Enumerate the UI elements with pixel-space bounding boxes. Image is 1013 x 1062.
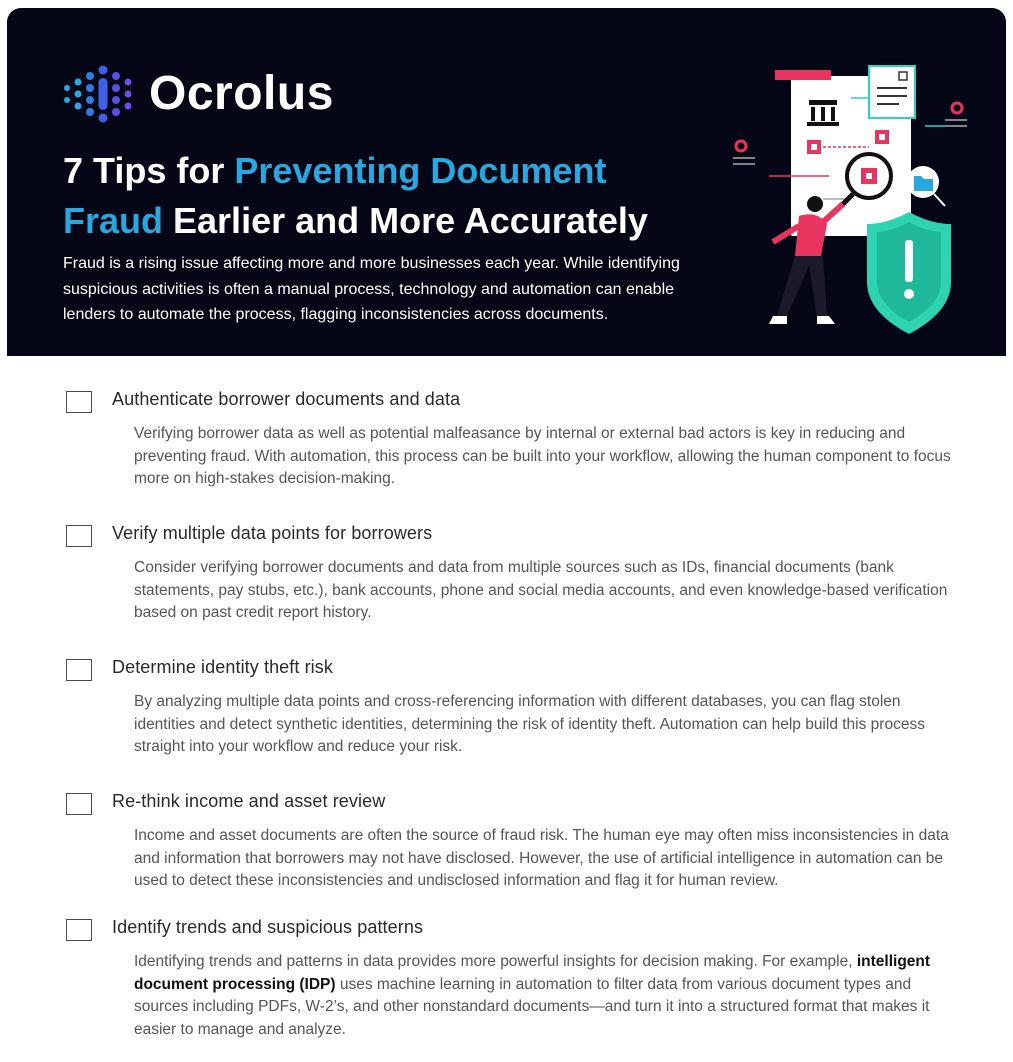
idp-term: intelligent document processing (IDP): [134, 953, 931, 993]
tip-body: Consider verifying borrower documents and data from multiple sources such as IDs, financial documents (bank statements, pay stubs, etc.), bank accounts, phone and social media accounts, and even knowledge-based verification based on past credit report history.: [134, 559, 948, 621]
ocrolus-logo[interactable]: [63, 62, 334, 126]
tip-checkbox[interactable]: [66, 919, 92, 941]
shield-alert-icon: [867, 212, 951, 334]
document-icon: [869, 66, 915, 118]
tip-body-suffix: uses machine learning in automation to filter data from various document types and sources including PDFs, W-2’s, and other nonstandard documents—and turn it into a structured format that makes it easier to manage and analyze.: [134, 975, 930, 1038]
tip-body: Income and asset documents are often the source of fraud risk. The human eye may often miss inconsistencies in data and information that borrowers may not have disclosed. However, the use of artificial intelligence in automation can be used to detect these inconsistencies and undisclosed information and flag it for human review.: [134, 827, 949, 889]
tip-title: Verify multiple data points for borrowers: [112, 523, 433, 543]
hero-banner: [7, 8, 1006, 356]
tip-checkbox[interactable]: [66, 793, 92, 815]
title-prefix: 7 Tips for: [63, 150, 235, 191]
bank-icon: [807, 100, 839, 126]
title-suffix: Earlier and More Accurately: [163, 200, 648, 241]
tip-body: By analyzing multiple data points and cross-referencing information with different databases, you can flag stolen identities and detect synthetic identities, determining the risk of identity theft. Automation can help build this process straight into your workflow and reduce your risk.: [134, 693, 925, 755]
ocrolus-wordmark: Ocrolus: [149, 67, 334, 120]
tip-body: [134, 951, 954, 1041]
tip-checkbox[interactable]: [66, 525, 92, 547]
tip-checkbox[interactable]: [66, 659, 92, 681]
folder-icon: [907, 166, 945, 206]
intro-paragraph: Fraud is a rising issue affecting more and more businesses each year. While identifying suspicious activities is often a manual process, technology and automation can enable lenders to automate the process, flagging inconsistencies across documents.: [63, 255, 680, 323]
tip-body-prefix: Identifying trends and patterns in data provides more powerful insights for decision making. For example,: [134, 953, 857, 970]
page-title: [63, 146, 703, 246]
tip-title: Re-think income and asset review: [112, 791, 386, 811]
tip-title: Determine identity theft risk: [112, 657, 333, 677]
tip-title: Authenticate borrower documents and data: [112, 389, 461, 409]
fraud-detection-illustration: [719, 54, 979, 344]
person-figure: [769, 196, 843, 324]
tip-body: Verifying borrower data as well as potential malfeasance by internal or external bad actors is key in reducing and preventing fraud. With automation, this process can be built into your workflow, allowing the human component to focus more on high-stakes decision-making.: [134, 425, 951, 487]
ocrolus-logo-mark-icon: [63, 62, 141, 126]
title-accent: Preventing Document Fraud: [63, 150, 607, 241]
tip-title: Identify trends and suspicious patterns: [112, 917, 424, 937]
tip-checkbox[interactable]: [66, 391, 92, 413]
gear-icon: [733, 141, 755, 164]
